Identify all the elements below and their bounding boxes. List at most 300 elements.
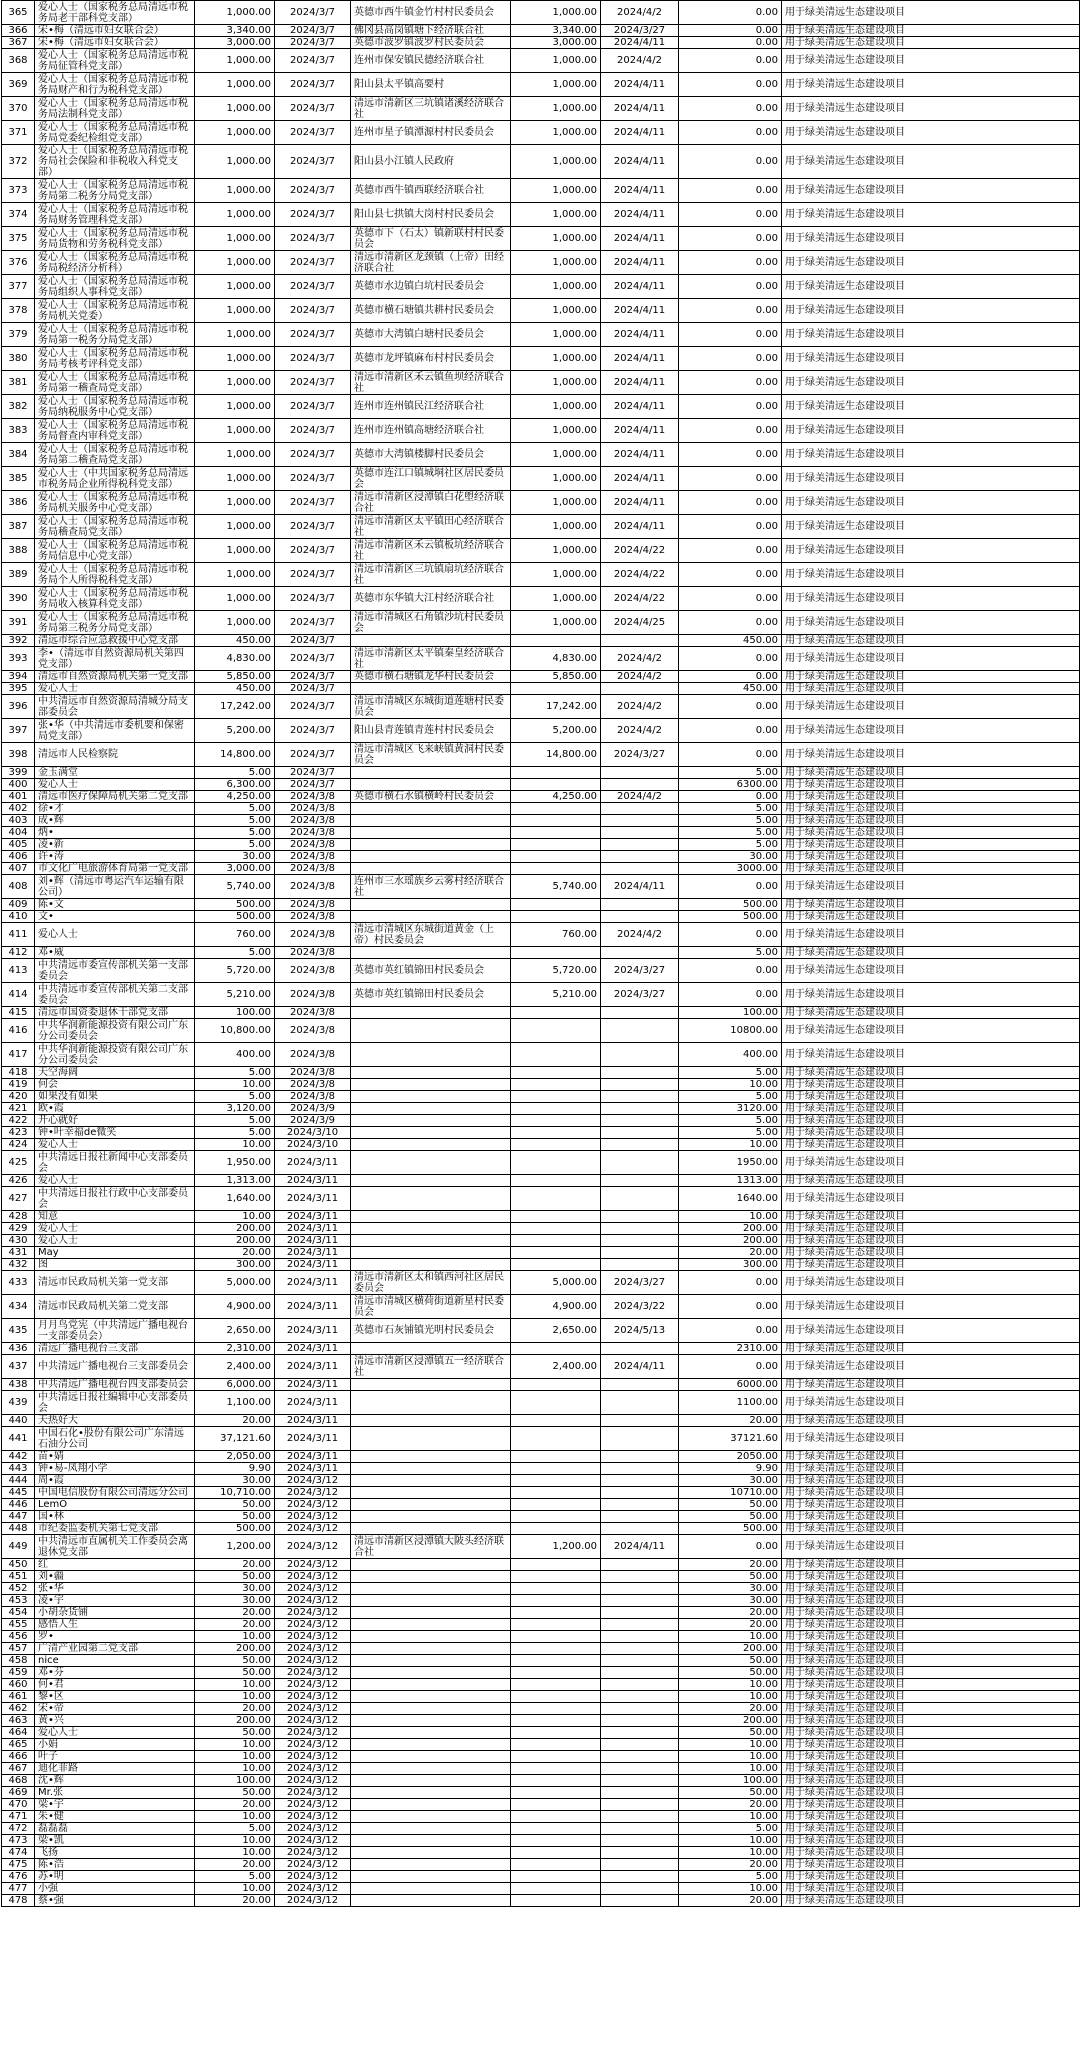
donor-name-cell: 爱心人士（中共国家税务总局清远市税务局企业所得税科党支部） (35, 467, 195, 491)
donor-name-cell: 爱心人士（国家税务总局清远市税务局机关党委） (35, 299, 195, 323)
recipient-name-cell (351, 1463, 511, 1475)
donation-date-cell: 2024/3/12 (275, 1751, 351, 1763)
table-row (2, 1259, 1080, 1271)
donor-name-cell: 中国电信股份有限公司清远分公司 (35, 1487, 195, 1499)
donor-name-cell: 宋•梅（清远市妇女联合会） (35, 37, 195, 49)
allocation-date-cell (601, 851, 679, 863)
allocation-date-cell: 2024/4/11 (601, 275, 679, 299)
recipient-name-cell: 英德市波罗镇波罗村民委员会 (351, 37, 511, 49)
allocation-date-cell (601, 1103, 679, 1115)
allocated-amount-cell: 1,000.00 (511, 97, 601, 121)
allocated-amount-cell (511, 1511, 601, 1523)
table-row (2, 347, 1080, 371)
allocation-date-cell (601, 1247, 679, 1259)
donation-date-cell: 2024/3/11 (275, 1319, 351, 1343)
balance-amount-cell: 2050.00 (679, 1451, 782, 1463)
donation-date-cell: 2024/3/12 (275, 1667, 351, 1679)
row-number-cell: 377 (2, 275, 35, 299)
balance-amount-cell: 10.00 (679, 1211, 782, 1223)
donation-amount-cell: 50.00 (195, 1667, 275, 1679)
donation-amount-cell: 1,000.00 (195, 179, 275, 203)
recipient-name-cell (351, 1823, 511, 1835)
row-number-cell: 477 (2, 1883, 35, 1895)
donor-name-cell: 宋•帝 (35, 1703, 195, 1715)
table-row (2, 779, 1080, 791)
allocated-amount-cell: 2,400.00 (511, 1355, 601, 1379)
purpose-cell: 用于绿美清远生态建设项目 (782, 491, 1080, 515)
allocated-amount-cell (511, 1247, 601, 1259)
allocation-date-cell (601, 635, 679, 647)
donation-date-cell: 2024/3/12 (275, 1835, 351, 1847)
donation-amount-cell: 10.00 (195, 1763, 275, 1775)
purpose-cell: 用于绿美清远生态建设项目 (782, 121, 1080, 145)
donor-name-cell: 爱心人士（国家税务总局清远市税务局第一稽查局党支部） (35, 371, 195, 395)
donation-amount-cell: 200.00 (195, 1235, 275, 1247)
donor-name-cell: 中共清远广播电视台四支部委员会 (35, 1379, 195, 1391)
donation-amount-cell: 1,000.00 (195, 419, 275, 443)
table-row (2, 1727, 1080, 1739)
allocation-date-cell (601, 1487, 679, 1499)
row-number-cell: 454 (2, 1607, 35, 1619)
row-number-cell: 465 (2, 1739, 35, 1751)
table-row (2, 1463, 1080, 1475)
table-row (2, 1271, 1080, 1295)
table-row (2, 1091, 1080, 1103)
purpose-cell: 用于绿美清远生态建设项目 (782, 251, 1080, 275)
donor-name-cell: 爱心人士（国家税务总局清远市税务局组织人事科党支部） (35, 275, 195, 299)
donor-name-cell: 爱心人士（国家税务总局清远市税务局纳税服务中心党支部） (35, 395, 195, 419)
recipient-name-cell: 英德市石灰铺镇光明村民委员会 (351, 1319, 511, 1343)
donor-name-cell: 感悟人生 (35, 1619, 195, 1631)
donation-date-cell: 2024/3/12 (275, 1871, 351, 1883)
row-number-cell: 445 (2, 1487, 35, 1499)
recipient-name-cell: 连州市连州镇高塘经济联合社 (351, 419, 511, 443)
donation-date-cell: 2024/3/11 (275, 1463, 351, 1475)
allocation-date-cell (601, 911, 679, 923)
donation-date-cell: 2024/3/11 (275, 1451, 351, 1463)
donor-name-cell: 爱心人士（国家税务总局清远市税务局财产和行为税科党支部） (35, 73, 195, 97)
row-number-cell: 411 (2, 923, 35, 947)
donor-name-cell: 爱心人士（国家税务总局清远市税务局财务管理科党支部） (35, 203, 195, 227)
allocation-date-cell (601, 1235, 679, 1247)
donor-name-cell: 何会 (35, 1079, 195, 1091)
allocated-amount-cell (511, 1883, 601, 1895)
table-row (2, 1079, 1080, 1091)
recipient-name-cell: 英德市英红镇锦田村民委员会 (351, 983, 511, 1007)
allocation-date-cell: 2024/4/2 (601, 923, 679, 947)
donor-name-cell: 爱心人士（国家税务总局清远市税务局个人所得税科党支部） (35, 563, 195, 587)
donation-date-cell: 2024/3/7 (275, 347, 351, 371)
purpose-cell: 用于绿美清远生态建设项目 (782, 1715, 1080, 1727)
donation-amount-cell: 17,242.00 (195, 695, 275, 719)
recipient-name-cell (351, 947, 511, 959)
row-number-cell: 436 (2, 1343, 35, 1355)
balance-amount-cell: 20.00 (679, 1607, 782, 1619)
balance-amount-cell: 1313.00 (679, 1175, 782, 1187)
balance-amount-cell: 0.00 (679, 251, 782, 275)
donation-amount-cell: 10.00 (195, 1211, 275, 1223)
allocated-amount-cell (511, 1475, 601, 1487)
donation-amount-cell: 37,121.60 (195, 1427, 275, 1451)
donation-date-cell: 2024/3/7 (275, 539, 351, 563)
table-row (2, 1211, 1080, 1223)
donation-date-cell: 2024/3/8 (275, 875, 351, 899)
donation-date-cell: 2024/3/7 (275, 767, 351, 779)
donation-amount-cell: 450.00 (195, 635, 275, 647)
recipient-name-cell (351, 1103, 511, 1115)
recipient-name-cell (351, 1895, 511, 1907)
allocated-amount-cell: 1,000.00 (511, 515, 601, 539)
donation-date-cell: 2024/3/7 (275, 323, 351, 347)
donor-name-cell: 爱心人士（国家税务总局清远市税务局社会保险和非税收入科党支部） (35, 145, 195, 179)
purpose-cell: 用于绿美清远生态建设项目 (782, 1823, 1080, 1835)
donation-amount-cell: 10.00 (195, 1739, 275, 1751)
purpose-cell: 用于绿美清远生态建设项目 (782, 1115, 1080, 1127)
donation-date-cell: 2024/3/10 (275, 1139, 351, 1151)
balance-amount-cell: 50.00 (679, 1499, 782, 1511)
donor-name-cell: 爱心人士（国家税务总局清远市税务局货物和劳务税科党支部） (35, 227, 195, 251)
recipient-name-cell (351, 1187, 511, 1211)
row-number-cell: 381 (2, 371, 35, 395)
allocation-date-cell (601, 1631, 679, 1643)
balance-amount-cell: 0.00 (679, 875, 782, 899)
allocated-amount-cell (511, 1751, 601, 1763)
donor-name-cell: 文• (35, 911, 195, 923)
allocated-amount-cell (511, 1715, 601, 1727)
donation-date-cell: 2024/3/7 (275, 467, 351, 491)
row-number-cell: 371 (2, 121, 35, 145)
table-row (2, 1811, 1080, 1823)
allocation-date-cell: 2024/4/11 (601, 467, 679, 491)
row-number-cell: 442 (2, 1451, 35, 1463)
balance-amount-cell: 30.00 (679, 1583, 782, 1595)
donation-date-cell: 2024/3/7 (275, 73, 351, 97)
donor-name-cell: May (35, 1247, 195, 1259)
donation-amount-cell: 5,740.00 (195, 875, 275, 899)
allocation-date-cell: 2024/4/11 (601, 443, 679, 467)
table-row (2, 1007, 1080, 1019)
allocation-date-cell (601, 1475, 679, 1487)
donation-date-cell: 2024/3/12 (275, 1715, 351, 1727)
allocated-amount-cell: 3,000.00 (511, 37, 601, 49)
table-row (2, 1391, 1080, 1415)
allocation-date-cell: 2024/3/27 (601, 25, 679, 37)
allocated-amount-cell: 1,000.00 (511, 179, 601, 203)
donor-name-cell: 爱心人士（国家税务总局清远市税务局党委纪检组党支部） (35, 121, 195, 145)
recipient-name-cell (351, 1667, 511, 1679)
table-row (2, 1859, 1080, 1871)
recipient-name-cell: 英德市横石塘镇龙华村民委员会 (351, 671, 511, 683)
allocation-date-cell (601, 1115, 679, 1127)
donation-date-cell: 2024/3/8 (275, 899, 351, 911)
purpose-cell: 用于绿美清远生态建设项目 (782, 1619, 1080, 1631)
donation-date-cell: 2024/3/12 (275, 1883, 351, 1895)
donation-amount-cell: 450.00 (195, 683, 275, 695)
row-number-cell: 452 (2, 1583, 35, 1595)
allocated-amount-cell (511, 683, 601, 695)
donation-date-cell: 2024/3/8 (275, 1043, 351, 1067)
recipient-name-cell: 英德市英红镇锦田村民委员会 (351, 959, 511, 983)
allocated-amount-cell: 1,000.00 (511, 443, 601, 467)
donation-amount-cell: 200.00 (195, 1643, 275, 1655)
row-number-cell: 438 (2, 1379, 35, 1391)
donation-amount-cell: 20.00 (195, 1799, 275, 1811)
donation-date-cell: 2024/3/8 (275, 947, 351, 959)
row-number-cell: 370 (2, 97, 35, 121)
row-number-cell: 447 (2, 1511, 35, 1523)
balance-amount-cell: 5.00 (679, 1127, 782, 1139)
purpose-cell: 用于绿美清远生态建设项目 (782, 1235, 1080, 1247)
allocated-amount-cell (511, 1235, 601, 1247)
donation-amount-cell: 5,850.00 (195, 671, 275, 683)
row-number-cell: 431 (2, 1247, 35, 1259)
table-row (2, 299, 1080, 323)
recipient-name-cell (351, 1811, 511, 1823)
allocated-amount-cell (511, 1799, 601, 1811)
allocation-date-cell: 2024/3/22 (601, 1295, 679, 1319)
allocation-date-cell: 2024/4/11 (601, 323, 679, 347)
donation-date-cell: 2024/3/7 (275, 683, 351, 695)
allocated-amount-cell (511, 1343, 601, 1355)
recipient-name-cell: 英德市横石塘镇共耕村民委员会 (351, 299, 511, 323)
donor-name-cell: 爱心人士（国家税务总局清远市税务局第二稽查局党支部） (35, 443, 195, 467)
table-row (2, 1619, 1080, 1631)
allocation-date-cell (601, 1583, 679, 1595)
donation-amount-cell: 2,400.00 (195, 1355, 275, 1379)
donation-amount-cell: 1,000.00 (195, 587, 275, 611)
recipient-name-cell (351, 1607, 511, 1619)
allocation-date-cell (601, 1643, 679, 1655)
donation-amount-cell: 200.00 (195, 1715, 275, 1727)
balance-amount-cell: 1950.00 (679, 1151, 782, 1175)
donation-date-cell: 2024/3/11 (275, 1355, 351, 1379)
donation-date-cell: 2024/3/12 (275, 1523, 351, 1535)
donation-date-cell: 2024/3/7 (275, 779, 351, 791)
allocation-date-cell (601, 1427, 679, 1451)
donation-date-cell: 2024/3/12 (275, 1619, 351, 1631)
table-row (2, 1871, 1080, 1883)
purpose-cell: 用于绿美清远生态建设项目 (782, 1835, 1080, 1847)
donor-name-cell: 爱心人士 (35, 1235, 195, 1247)
allocation-date-cell: 2024/4/11 (601, 1355, 679, 1379)
recipient-name-cell (351, 1499, 511, 1511)
allocation-date-cell (601, 1751, 679, 1763)
recipient-name-cell: 连州市保安镇民德经济联合社 (351, 49, 511, 73)
allocated-amount-cell (511, 1463, 601, 1475)
allocation-date-cell (601, 1691, 679, 1703)
allocated-amount-cell (511, 1427, 601, 1451)
donor-name-cell: 张•华（中共清远市委机要和保密局党支部） (35, 719, 195, 743)
row-number-cell: 456 (2, 1631, 35, 1643)
recipient-name-cell: 清远市清新区三坑镇扇坑经济联合社 (351, 563, 511, 587)
row-number-cell: 425 (2, 1151, 35, 1175)
row-number-cell: 422 (2, 1115, 35, 1127)
donor-name-cell: 清远市综合应急救援中心党支部 (35, 635, 195, 647)
balance-amount-cell: 10.00 (679, 1811, 782, 1823)
donation-date-cell: 2024/3/12 (275, 1739, 351, 1751)
balance-amount-cell: 10.00 (679, 1631, 782, 1643)
balance-amount-cell: 5.00 (679, 803, 782, 815)
donor-name-cell: 磊磊磊 (35, 1823, 195, 1835)
donation-table (1, 0, 1080, 1907)
row-number-cell: 372 (2, 145, 35, 179)
allocation-date-cell (601, 1007, 679, 1019)
purpose-cell: 用于绿美清远生态建设项目 (782, 911, 1080, 923)
recipient-name-cell (351, 1247, 511, 1259)
allocated-amount-cell (511, 1115, 601, 1127)
row-number-cell: 398 (2, 743, 35, 767)
donation-amount-cell: 1,000.00 (195, 323, 275, 347)
purpose-cell: 用于绿美清远生态建设项目 (782, 203, 1080, 227)
purpose-cell: 用于绿美清远生态建设项目 (782, 983, 1080, 1007)
donation-date-cell: 2024/3/7 (275, 671, 351, 683)
allocated-amount-cell (511, 815, 601, 827)
donation-amount-cell: 1,200.00 (195, 1535, 275, 1559)
recipient-name-cell (351, 1427, 511, 1451)
donation-date-cell: 2024/3/11 (275, 1379, 351, 1391)
balance-amount-cell: 2310.00 (679, 1343, 782, 1355)
donation-date-cell: 2024/3/12 (275, 1511, 351, 1523)
balance-amount-cell: 20.00 (679, 1799, 782, 1811)
balance-amount-cell: 10.00 (679, 1835, 782, 1847)
allocated-amount-cell (511, 1619, 601, 1631)
recipient-name-cell (351, 1859, 511, 1871)
recipient-name-cell: 清远市清新区龙颈镇（上帝）田经济联合社 (351, 251, 511, 275)
allocation-date-cell (601, 1139, 679, 1151)
table-row (2, 1235, 1080, 1247)
allocation-date-cell (601, 1211, 679, 1223)
allocation-date-cell (601, 767, 679, 779)
recipient-name-cell (351, 1643, 511, 1655)
balance-amount-cell: 0.00 (679, 299, 782, 323)
allocated-amount-cell: 1,000.00 (511, 539, 601, 563)
donation-amount-cell: 1,000.00 (195, 203, 275, 227)
purpose-cell: 用于绿美清远生态建设项目 (782, 839, 1080, 851)
allocation-date-cell (601, 1415, 679, 1427)
purpose-cell: 用于绿美清远生态建设项目 (782, 1175, 1080, 1187)
balance-amount-cell: 500.00 (679, 1523, 782, 1535)
donation-amount-cell: 50.00 (195, 1655, 275, 1667)
recipient-name-cell (351, 1391, 511, 1415)
donation-date-cell: 2024/3/7 (275, 37, 351, 49)
row-number-cell: 459 (2, 1667, 35, 1679)
row-number-cell: 434 (2, 1295, 35, 1319)
donor-name-cell: 中共华润新能源投资有限公司广东分公司委员会 (35, 1043, 195, 1067)
donation-date-cell: 2024/3/7 (275, 443, 351, 467)
purpose-cell: 用于绿美清远生态建设项目 (782, 347, 1080, 371)
donation-amount-cell: 30.00 (195, 1583, 275, 1595)
donation-amount-cell: 400.00 (195, 1043, 275, 1067)
allocation-date-cell: 2024/4/11 (601, 179, 679, 203)
recipient-name-cell (351, 1787, 511, 1799)
row-number-cell: 439 (2, 1391, 35, 1415)
row-number-cell: 429 (2, 1223, 35, 1235)
donation-amount-cell: 5.00 (195, 1067, 275, 1079)
row-number-cell: 457 (2, 1643, 35, 1655)
purpose-cell: 用于绿美清远生态建设项目 (782, 1355, 1080, 1379)
allocated-amount-cell: 1,000.00 (511, 347, 601, 371)
table-row (2, 695, 1080, 719)
row-number-cell: 367 (2, 37, 35, 49)
recipient-name-cell (351, 1655, 511, 1667)
purpose-cell: 用于绿美清远生态建设项目 (782, 515, 1080, 539)
balance-amount-cell: 0.00 (679, 275, 782, 299)
table-row (2, 1643, 1080, 1655)
allocation-date-cell (601, 1847, 679, 1859)
table-row (2, 73, 1080, 97)
purpose-cell: 用于绿美清远生态建设项目 (782, 1811, 1080, 1823)
allocation-date-cell (601, 1043, 679, 1067)
recipient-name-cell (351, 1883, 511, 1895)
allocated-amount-cell: 3,340.00 (511, 25, 601, 37)
table-row (2, 443, 1080, 467)
allocated-amount-cell (511, 1859, 601, 1871)
table-row (2, 275, 1080, 299)
balance-amount-cell: 0.00 (679, 25, 782, 37)
purpose-cell: 用于绿美清远生态建设项目 (782, 275, 1080, 299)
allocated-amount-cell (511, 1079, 601, 1091)
table-row (2, 1847, 1080, 1859)
recipient-name-cell (351, 1019, 511, 1043)
donor-name-cell: 市纪委监委机关第七党支部 (35, 1523, 195, 1535)
purpose-cell: 用于绿美清远生态建设项目 (782, 635, 1080, 647)
recipient-name-cell: 清远市清新区太平镇秦皇经济联合社 (351, 647, 511, 671)
recipient-name-cell (351, 1067, 511, 1079)
donation-amount-cell: 4,900.00 (195, 1295, 275, 1319)
allocation-date-cell: 2024/4/22 (601, 587, 679, 611)
row-number-cell: 433 (2, 1271, 35, 1295)
balance-amount-cell: 20.00 (679, 1247, 782, 1259)
allocated-amount-cell (511, 1523, 601, 1535)
table-row (2, 1523, 1080, 1535)
purpose-cell: 用于绿美清远生态建设项目 (782, 1523, 1080, 1535)
allocation-date-cell: 2024/4/2 (601, 791, 679, 803)
allocation-date-cell: 2024/4/2 (601, 719, 679, 743)
row-number-cell: 463 (2, 1715, 35, 1727)
purpose-cell: 用于绿美清远生态建设项目 (782, 1511, 1080, 1523)
donation-amount-cell: 50.00 (195, 1511, 275, 1523)
allocated-amount-cell (511, 1379, 601, 1391)
donation-date-cell: 2024/3/9 (275, 1103, 351, 1115)
donor-name-cell: 爱心人士（国家税务总局清远市税务局老干部科党支部） (35, 1, 195, 25)
purpose-cell: 用于绿美清远生态建设项目 (782, 563, 1080, 587)
donor-name-cell: 金玉满堂 (35, 767, 195, 779)
purpose-cell: 用于绿美清远生态建设项目 (782, 1727, 1080, 1739)
balance-amount-cell: 0.00 (679, 719, 782, 743)
donation-date-cell: 2024/3/12 (275, 1679, 351, 1691)
table-row (2, 1223, 1080, 1235)
table-row (2, 1151, 1080, 1175)
table-row (2, 839, 1080, 851)
allocation-date-cell (601, 899, 679, 911)
balance-amount-cell: 1640.00 (679, 1187, 782, 1211)
allocation-date-cell: 2024/4/11 (601, 515, 679, 539)
row-number-cell: 418 (2, 1067, 35, 1079)
allocated-amount-cell: 1,000.00 (511, 323, 601, 347)
balance-amount-cell: 30.00 (679, 851, 782, 863)
purpose-cell: 用于绿美清远生态建设项目 (782, 1391, 1080, 1415)
purpose-cell: 用于绿美清远生态建设项目 (782, 851, 1080, 863)
allocated-amount-cell (511, 1667, 601, 1679)
donation-date-cell: 2024/3/12 (275, 1583, 351, 1595)
balance-amount-cell: 10.00 (679, 1139, 782, 1151)
balance-amount-cell: 0.00 (679, 1271, 782, 1295)
allocation-date-cell: 2024/5/13 (601, 1319, 679, 1343)
balance-amount-cell: 10.00 (679, 1691, 782, 1703)
row-number-cell: 415 (2, 1007, 35, 1019)
donation-date-cell: 2024/3/12 (275, 1655, 351, 1667)
balance-amount-cell: 0.00 (679, 1295, 782, 1319)
